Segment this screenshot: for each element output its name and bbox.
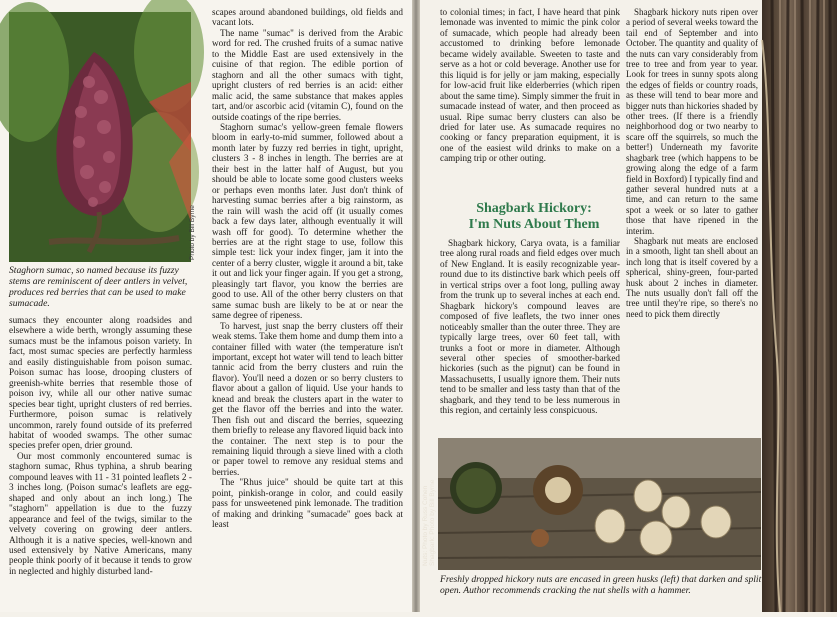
paragraph: sumacs they encounter along roadsides and elsewhere a wide berth, wrongly assuming these sumacs must be the infamous poison variety. In fact, most sumac species are perfectly harmless and easily distinguishable from poison sumac. Poison sumac has loose, drooping clusters of greenish-white berries that resemble those of poison ivy, while all our other native sumac species bear tight, upright clusters of red berries. Furthermore, poison sumac is relatively uncommon, rarely found outside of its preferred habitat of wooded swamps. The other sumac species prefer open, drier ground. xyxy=(9,315,192,451)
shagbark-credit-line: Shagbark: Photo by Bill Byrne xyxy=(429,479,436,566)
sumac-caption: Staghorn sumac, so named because its fuzzy stems are reminiscent of deer antlers in velvet, produces red berries that can be used to make sumacade. xyxy=(9,265,188,309)
page-gutter xyxy=(412,0,420,612)
right-col-1b xyxy=(440,238,620,416)
paragraph: The name "sumac" is derived from the Arabic word for red. The crushed fruits of a sumac native to the Middle East are used extensively in the cuisine of that region. The edible portion of staghorn and all the other sumacs with tight, upright clusters of red berries is an acid: either malic acid, the same substance that makes apples tart, and/or ascorbic acid (vitamin C), found on the outside coatings of the ripe berries. xyxy=(212,27,403,122)
sumac-photo-credit: Photo by Bill Byrne xyxy=(189,205,196,260)
headline-line-1: Shagbark Hickory: xyxy=(476,201,592,216)
paragraph: To harvest, just snap the berry clusters off their weak stems. Take them home and dump them into a container filled with water (the temperature isn't important, except hot water will tend to leach bitter tannic acid from the berry clusters and ruin the flavor). You'll need a dozen or so berry clusters to flavor about a gallon of liquid. Use your hands to knead and break the clusters apart in the water to get the flavor off the berries and into the water. Then fish out and discard the berries, squeezing them briefly to release any flavored liquid back into the container. The next step is to pour the remaining liquid through a sieve lined with a cloth or paper towel to remove any residual stems and berries. xyxy=(212,320,403,477)
right-col-1 xyxy=(440,7,620,164)
right-col-2 xyxy=(626,7,758,319)
paragraph: The "Rhus juice" should be quite tart at this point, pinkish-orange in color, and could easily pass for unsweetened pink lemonade. The tradition of making and drinking "sumacade" goes back at least xyxy=(212,477,403,530)
paragraph: Shagbark nut meats are enclosed in a smooth, light tan shell about an inch long that is itself covered by a spherical, shiny-green, four-parted husk about 2 inches in diameter. The nuts usually don't fall off the tree until they're ripe, so there's no need to pick them directly xyxy=(626,235,758,319)
paragraph: Shagbark hickory, Carya ovata, is a familiar tree along rural roads and field edges over much of New England. It is easily recognizable year-round due to its distinctive bark which peels off in vertical strips over a foot long, pulling away from the trunk up to several inches at each end. Shagbark hickory's compound leaves are composed of five leaflets, the two inner ones noticeably smaller than the outer three. They are typically large trees, over 60 feet tall, with trunks a foot or more in diameter. Although several other species of smoother-barked hickories (such as the pignut) can be found in Massachusetts, I usually ignore them. Their nuts tend to be smaller and less tasty than that of the shagbark, and they tend to be less numerous in this region, and certainly less conspicuous. xyxy=(440,238,620,416)
nuts-caption: Freshly dropped hickory nuts are encased in green husks (left) that darken and split open. Author recommends cracking the nut shells with a hammer. xyxy=(440,574,762,596)
left-page xyxy=(0,0,414,612)
nuts-photo-credit xyxy=(422,480,436,566)
sumac-illustration xyxy=(9,12,191,262)
nuts-credit-line: Nuts: Photo by Russ Cohen xyxy=(422,485,429,566)
left-col-2 xyxy=(212,7,403,530)
paragraph: Shagbark hickory nuts ripen over a period of several weeks toward the tail end of September and into October. The quantity and quality of the nuts can vary considerably from tree to tree and from year to year. Look for trees in sunny spots along the edges of fields or country roads, as these will tend to bear more and bigger nuts than hickories shaded by other trees. (If there is a friendly neighborhood dog or two nearby to scare off the squirrels, so much the better!) Underneath my favorite shagbark tree (which happens to be growing along the edge of a farm field in Boxford) I typically find and gather several hundred nuts at a time, and can return to the same spot a week or so later to gather those that have ripened in the interim. xyxy=(626,7,758,236)
shagbark-photo xyxy=(762,0,837,612)
paragraph: Our most commonly encountered sumac is staghorn sumac, Rhus typhina, a shrub bearing compound leaves with 11 - 31 pointed leaflets 2 - 3 inches long. (Poison sumac's leaflets are egg-shaped and only about an inch long.) The "staghorn" appellation is due to the fuzzy appearance and feel of the twigs, similar to the velvety covering on growing deer antlers. Although it is a native species, well-known and used extensively by Native Americans, many people think poorly of it because it tends to grow in neglected and highly disturbed land- xyxy=(9,450,192,576)
section-headline xyxy=(446,201,622,233)
nuts-illustration xyxy=(438,438,761,570)
sumac-photo xyxy=(9,12,196,262)
paragraph: to colonial times; in fact, I have heard that pink lemonade was invented to mimic the pink color of sumacade, which people had already been accustomed to drinking before lemonade became widely available. Sweeten to taste and serve as a hot or cold beverage. Another use for this liquid is for jelly or jam making, especially for low-acid fruit like elderberries (which ripen about the same time). Simply simmer the fruit in sumacade instead of water, and then proceed as usual. Ripe sumac berry clusters can also be dried for later use. As sumacade requires no cooking or fancy preparation equipment, it is one of the easiest wild drinks to make on a camping trip or other outing. xyxy=(440,7,620,164)
left-col-1 xyxy=(9,315,192,576)
bark-illustration xyxy=(762,0,837,612)
hickory-nuts-photo xyxy=(422,438,761,570)
paragraph: scapes around abandoned buildings, old fields and vacant lots. xyxy=(212,7,403,28)
paragraph: Staghorn sumac's yellow-green female flowers bloom in early-to-mid summer, followed about a month later by fuzzy red berries in tight, upright, clusters 3 - 8 inches in length. The berries are at their best in the latter half of August, but you should be able to locate some good clusters weeks or perhaps even months later. Just don't think of harvesting sumac berries after a big rainstorm, as the rain will wash the acid off (it usually comes back a few days later, although eventually it will wash off for good). To determine whether the berries are at the right stage to use, follow this simple test: lick your index finger, jam it into the center of a berry cluster, wiggle it around a bit, take it out and lick your finger again. If you get a strong, pleasingly tart flavor, you know the berries are good to use. All of the other berry clusters on that same sumac bush are likely to be at or near the same degree of ripeness. xyxy=(212,121,403,321)
headline-line-2: I'm Nuts About Them xyxy=(468,217,600,232)
